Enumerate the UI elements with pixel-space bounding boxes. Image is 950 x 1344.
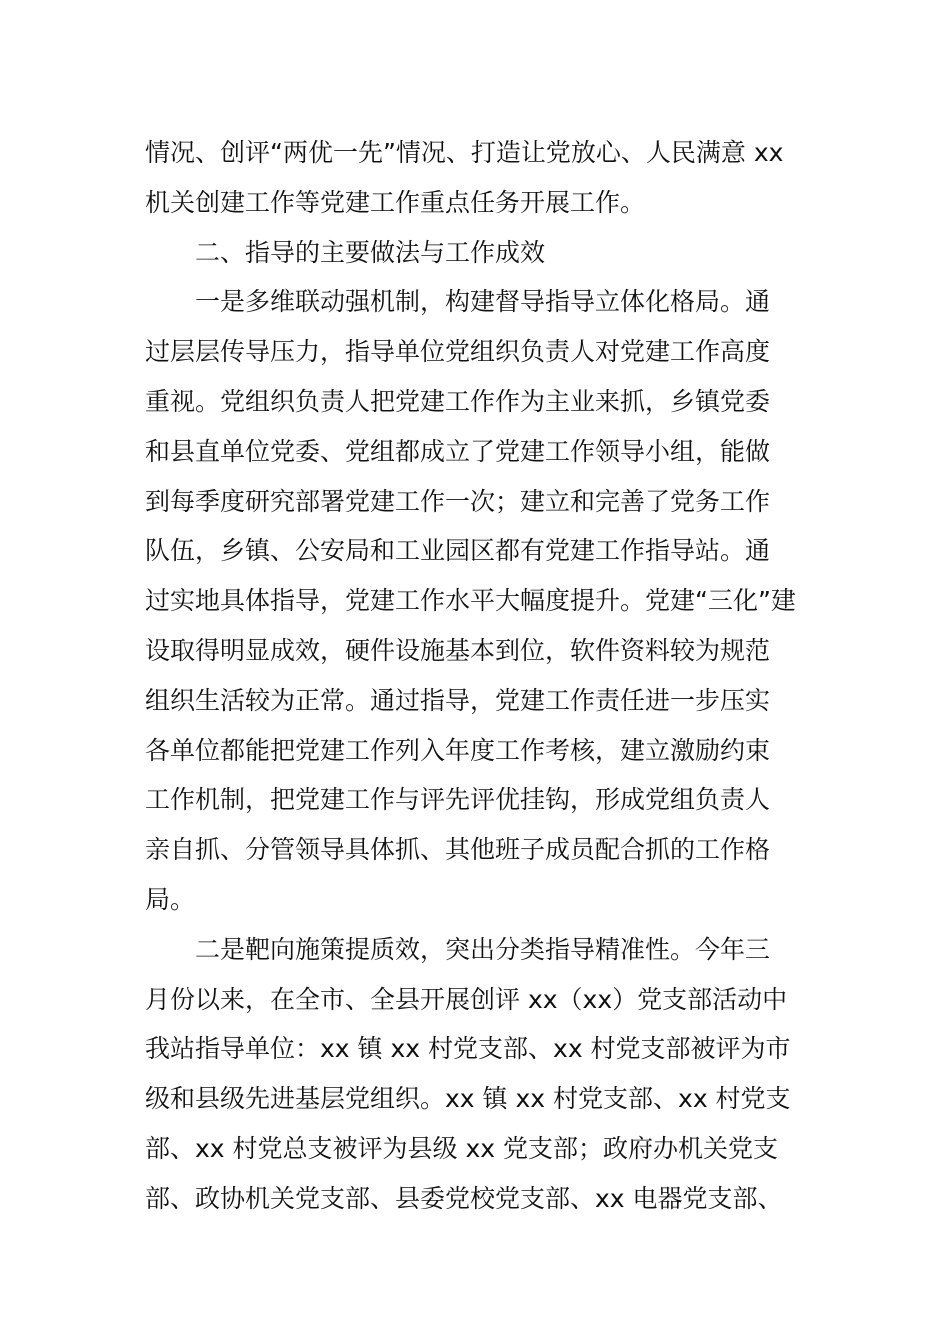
text-line: 到每季度研究部署党建工作一次；建立和完善了党务工作 <box>145 486 771 516</box>
text-line: 工作机制，把党建工作与评先评优挂钩，形成党组负责人 <box>145 785 771 815</box>
text-line: 和县直单位党委、党组都成立了党建工作领导小组，能做 <box>145 436 771 466</box>
text-line: 亲自抓、分管领导具体抓、其他班子成员配合抓的工作格 <box>145 835 771 865</box>
text-line: 部、政协机关党支部、县委党校党支部、xx 电器党支部、 <box>145 1183 783 1213</box>
text-line: 各单位都能把党建工作列入年度工作考核，建立激励约束 <box>145 735 771 765</box>
text-line: 二是靶向施策提质效，突出分类指导精准性。今年三 <box>195 934 771 964</box>
text-line: 部、xx 村党总支被评为县级 xx 党支部；政府办机关党支 <box>145 1133 779 1163</box>
text-line: 设取得明显成效，硬件设施基本到位，软件资料较为规范 <box>145 635 771 665</box>
text-line: 局。 <box>145 884 196 914</box>
text-line: 重视。党组织负责人把党建工作作为主业来抓，乡镇党委 <box>145 386 771 416</box>
text-line: 月份以来，在全市、全县开展创评 xx（xx）党支部活动中 <box>145 984 788 1014</box>
text-line: 二、指导的主要做法与工作成效 <box>195 237 546 267</box>
text-line: 一是多维联动强机制，构建督导指导立体化格局。通 <box>195 287 771 317</box>
text-line: 过层层传导压力，指导单位党组织负责人对党建工作高度 <box>145 337 771 367</box>
text-line: 过实地具体指导，党建工作水平大幅度提升。党建“三化”建 <box>145 586 796 616</box>
text-line: 级和县级先进基层党组织。xx 镇 xx 村党支部、xx 村党支 <box>145 1084 791 1114</box>
text-line: 队伍，乡镇、公安局和工业园区都有党建工作指导站。通 <box>145 536 771 566</box>
text-line: 我站指导单位：xx 镇 xx 村党支部、xx 村党支部被评为市 <box>145 1034 791 1064</box>
text-line: 情况、创评“两优一先”情况、打造让党放心、人民满意 xx <box>145 138 784 167</box>
document-body <box>145 128 810 1224</box>
text-line: 组织生活较为正常。通过指导，党建工作责任进一步压实 <box>145 685 771 715</box>
text-line: 机关创建工作等党建工作重点任务开展工作。 <box>145 187 646 217</box>
